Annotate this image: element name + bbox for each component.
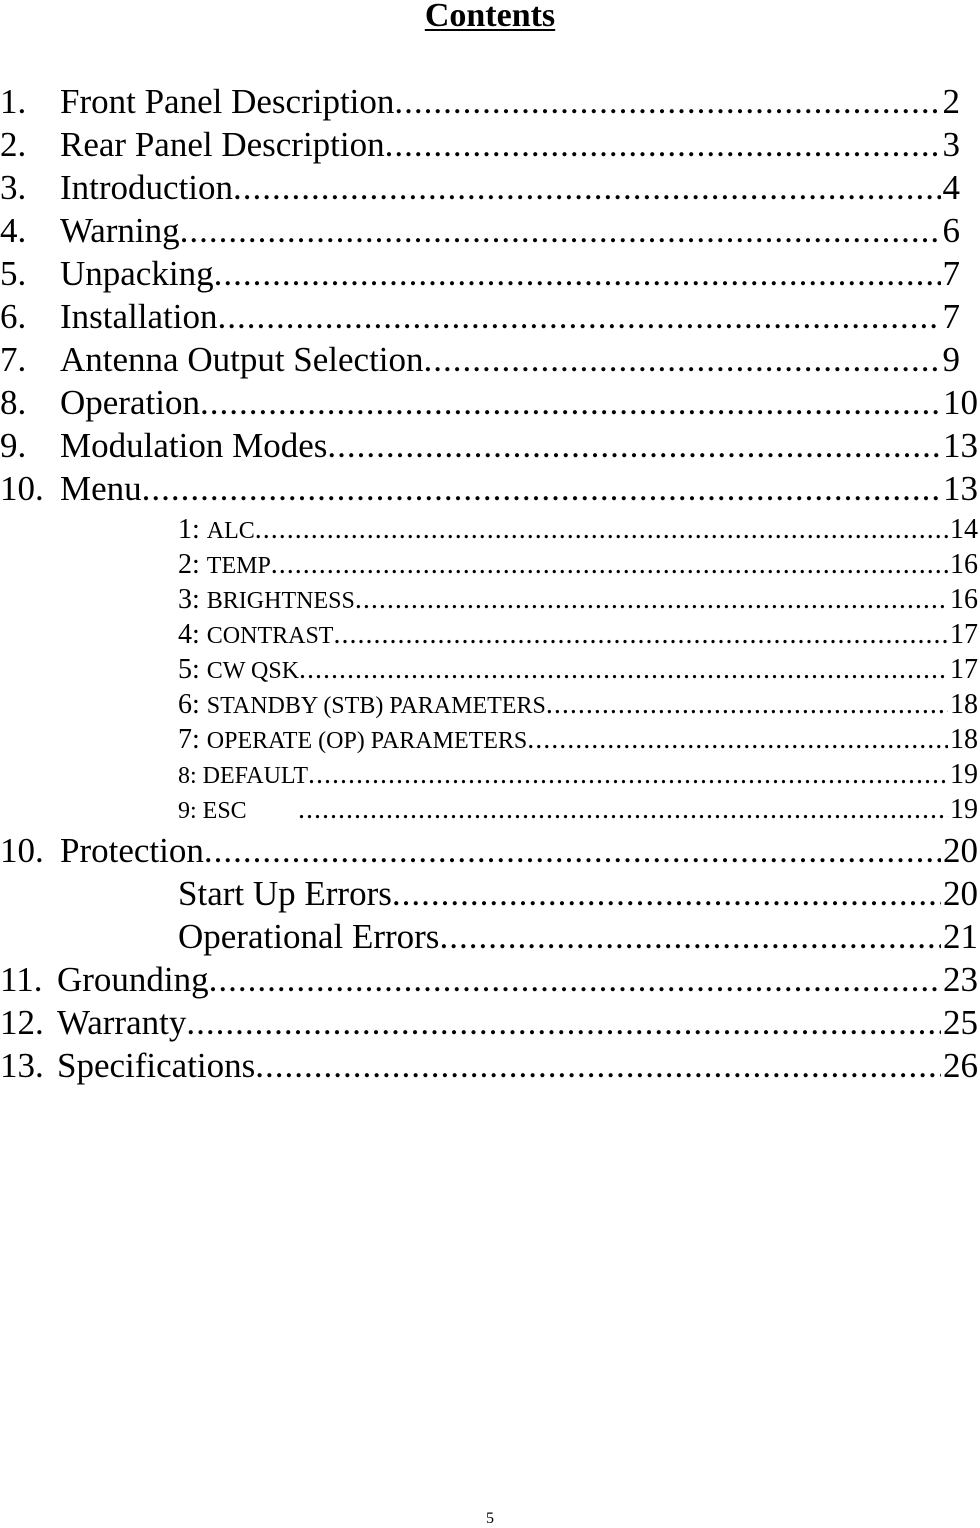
subentry-label: Operational Errors — [178, 917, 440, 956]
toc-entry[interactable] — [0, 211, 960, 253]
title-text: Contents — [424, 0, 556, 34]
leader-dots — [209, 960, 941, 1000]
entry-page: 19 — [950, 794, 978, 825]
entry-number: 9. — [0, 426, 27, 465]
toc-entry[interactable] — [0, 125, 960, 167]
leader-dots — [255, 1046, 941, 1086]
leader-dots — [527, 724, 948, 756]
toc-entry[interactable] — [0, 168, 960, 210]
toc-subentry[interactable] — [0, 549, 978, 583]
entry-label: Specifications — [57, 1046, 256, 1085]
toc-entry[interactable] — [0, 340, 960, 382]
entry-label: Installation — [60, 297, 218, 336]
leader-dots — [333, 619, 948, 651]
toc-entry[interactable] — [0, 426, 978, 468]
entry-label: Rear Panel Description — [60, 125, 385, 164]
entry-label: Antenna Output Selection — [60, 340, 424, 379]
page-number: 5 — [486, 1510, 494, 1527]
entry-page: 18 — [950, 724, 978, 755]
subentry-label: CONTRAST — [206, 623, 334, 649]
entry-label: Warning — [60, 211, 180, 250]
leader-dots — [424, 340, 941, 380]
subentry-label: ESC — [202, 798, 247, 824]
subentry-label: ALC — [206, 518, 255, 544]
entry-page: 6 — [942, 211, 960, 250]
leader-dots — [355, 584, 948, 616]
subentry-prefix: 6: — [178, 689, 207, 720]
leader-dots — [217, 297, 940, 337]
subentry-label: BRIGHTNESS — [206, 588, 355, 614]
leader-dots — [439, 917, 941, 957]
subentry-label: DEFAULT — [202, 763, 309, 789]
leader-dots — [546, 689, 948, 721]
toc-subentry[interactable] — [0, 724, 978, 758]
entry-page: 3 — [942, 125, 960, 164]
entry-page: 17 — [950, 619, 978, 650]
toc-entry[interactable] — [0, 383, 978, 425]
subentry-prefix: 8: — [178, 763, 203, 789]
entry-number: 3. — [0, 168, 27, 207]
entry-number: 6. — [0, 297, 27, 336]
entry-label: Operation — [60, 383, 200, 422]
toc-subentry[interactable] — [0, 794, 978, 828]
toc-entry[interactable] — [0, 1046, 978, 1088]
entry-number: 13. — [0, 1046, 44, 1085]
subentry-prefix: 2: — [178, 549, 207, 580]
leader-dots — [385, 125, 941, 165]
leader-dots — [186, 1003, 941, 1043]
leader-dots — [308, 759, 948, 791]
toc-entry[interactable] — [0, 254, 960, 296]
subentry-prefix: 9: — [178, 798, 203, 824]
leader-dots — [233, 168, 940, 208]
leader-dots — [142, 469, 941, 509]
toc-subentry[interactable] — [0, 654, 978, 688]
entry-number: 1. — [0, 82, 27, 121]
leader-dots — [204, 831, 941, 871]
toc-entry[interactable] — [0, 831, 978, 873]
entry-page: 20 — [943, 831, 978, 870]
leader-dots — [180, 211, 941, 251]
entry-label: Protection — [60, 831, 204, 870]
entry-page: 20 — [943, 874, 978, 913]
subentry-prefix: 7: — [178, 724, 207, 755]
subentry-prefix: 3: — [178, 584, 207, 615]
entry-label: Introduction — [60, 168, 234, 207]
leader-dots — [299, 654, 948, 686]
entry-page: 21 — [943, 917, 978, 956]
subentry-label: Start Up Errors — [178, 874, 392, 913]
subentry-label: TEMP — [206, 553, 271, 579]
entry-label: Grounding — [57, 960, 209, 999]
leader-dots — [392, 874, 941, 914]
toc-entry[interactable] — [0, 1003, 978, 1045]
entry-page: 19 — [950, 759, 978, 790]
entry-number: 7. — [0, 340, 27, 379]
entry-number: 5. — [0, 254, 27, 293]
entry-page: 16 — [950, 549, 978, 580]
entry-page: 4 — [942, 168, 960, 207]
entry-page: 17 — [950, 654, 978, 685]
entry-page: 13 — [943, 469, 978, 508]
page-title — [0, 0, 980, 32]
leader-dots — [298, 794, 948, 826]
entry-number: 4. — [0, 211, 27, 250]
entry-page: 13 — [943, 426, 978, 465]
entry-label: Menu — [60, 469, 142, 508]
toc-entry[interactable] — [0, 469, 978, 511]
entry-page: 2 — [942, 82, 960, 121]
entry-page: 16 — [950, 584, 978, 615]
entry-page: 14 — [950, 514, 978, 545]
toc-subentry[interactable] — [0, 584, 978, 618]
entry-number: 2. — [0, 125, 27, 164]
entry-label: Front Panel Description — [60, 82, 395, 121]
leader-dots — [271, 549, 948, 581]
toc-subentry[interactable] — [0, 514, 978, 548]
subentry-prefix: 1: — [178, 514, 207, 545]
leader-dots — [327, 426, 941, 466]
subentry-prefix: 4: — [178, 619, 207, 650]
toc-subentry[interactable] — [0, 619, 978, 653]
subentry-label: STANDBY (STB) PARAMETERS — [206, 693, 546, 719]
entry-page: 9 — [942, 340, 960, 379]
toc-entry[interactable] — [0, 297, 960, 339]
toc-entry[interactable] — [0, 82, 960, 124]
entry-label: Warranty — [57, 1003, 187, 1042]
entry-page: 10 — [943, 383, 978, 422]
entry-number: 12. — [0, 1003, 44, 1042]
entry-number: 11. — [0, 960, 43, 999]
subentry-label: OPERATE (OP) PARAMETERS — [206, 728, 528, 754]
toc-subentry[interactable] — [0, 874, 978, 916]
toc-subentry[interactable] — [0, 689, 978, 723]
entry-number: 8. — [0, 383, 27, 422]
leader-dots — [255, 514, 948, 546]
leader-dots — [394, 82, 940, 122]
subentry-label: CW QSK — [206, 658, 300, 684]
entry-page: 25 — [943, 1003, 978, 1042]
entry-label: Unpacking — [60, 254, 214, 293]
entry-label: Modulation Modes — [60, 426, 328, 465]
entry-page: 23 — [943, 960, 978, 999]
leader-dots — [200, 383, 941, 423]
toc-subentry[interactable] — [0, 759, 978, 793]
toc-entry[interactable] — [0, 960, 978, 1002]
entry-number: 10. — [0, 831, 44, 870]
entry-number: 10. — [0, 469, 44, 508]
leader-dots — [214, 254, 941, 294]
entry-page: 7 — [942, 297, 960, 336]
toc-subentry[interactable] — [0, 917, 978, 959]
entry-page: 7 — [942, 254, 960, 293]
entry-page: 18 — [950, 689, 978, 720]
subentry-prefix: 5: — [178, 654, 207, 685]
entry-page: 26 — [943, 1046, 978, 1085]
